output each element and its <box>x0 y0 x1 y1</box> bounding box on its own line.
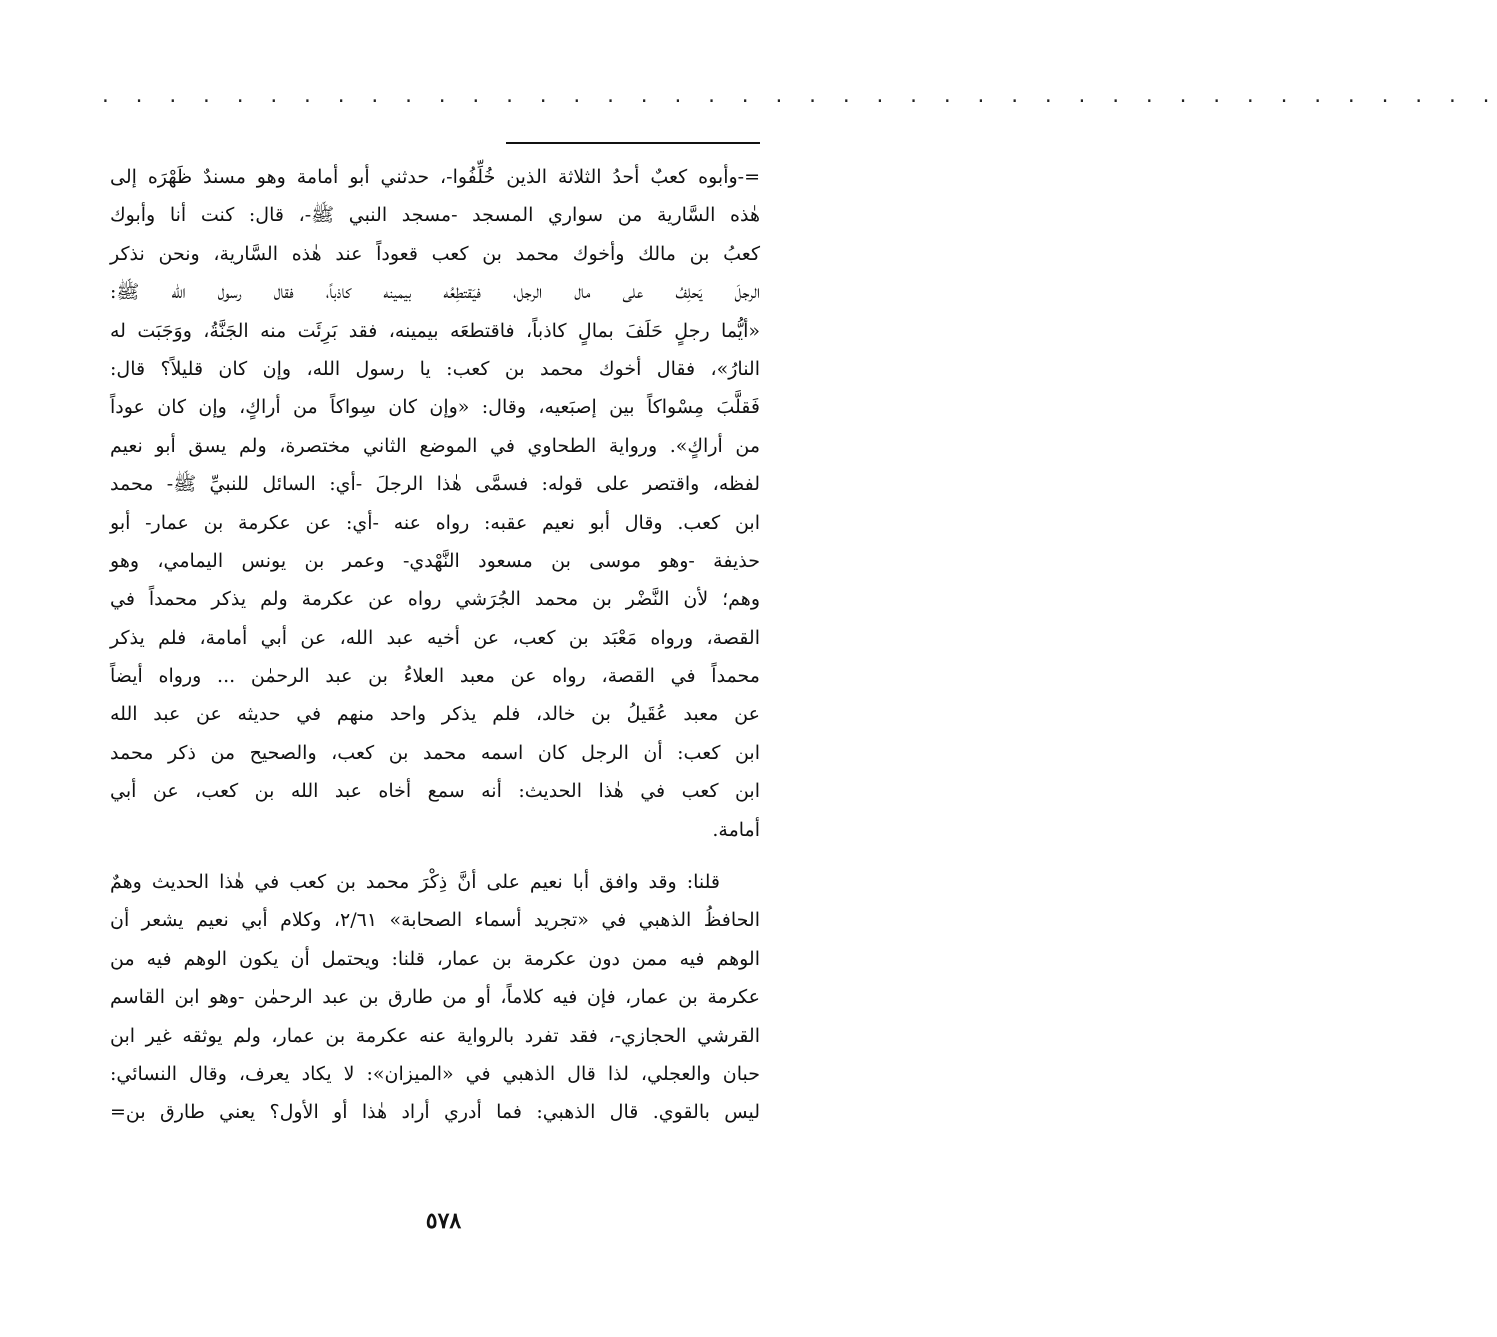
paragraph-gap <box>110 849 760 863</box>
text-line: الوهم فيه ممن دون عكرمة بن عمار، قلنا: ويحتمل أن يكون الوهم فيه من <box>110 947 760 970</box>
text-line: قلنا: وقد وافق أبا نعيم على أنَّ ذِكْرَ محمد بن كعب في هٰذا الحديث وهمٌ <box>110 871 720 894</box>
text-line: فَقلَّبَ مِسْواكاً بين إصبَعيه، وقال: «وإن كان سِواكاً من أراكٍ، وإن كان عوداً <box>110 396 760 419</box>
text-line: عن معبد عُقَيلُ بن خالد، فلم يذكر واحد منهم في حديثه عن عبد الله <box>110 703 760 726</box>
text-line: ابن كعب في هٰذا الحديث: أنه سمع أخاه عبد الله بن كعب، عن أبي <box>110 780 760 803</box>
separator-dots: . . . . . . . . . . . . . . . . . . . . . . . . . . . . . . . . . . . . . . . . . . <box>100 86 1497 107</box>
text-line: القرشي الحجازي-، فقد تفرد بالرواية عنه عكرمة بن عمار، ولم يوثقه غير ابن <box>110 1024 760 1047</box>
paragraph-2 <box>110 863 760 1132</box>
text-line: لفظه، واقتصر على قوله: فسمَّى هٰذا الرجلَ -أي: السائل للنبيِّ ﷺ- محمد <box>110 473 760 496</box>
text-line: «أيُّما رجلٍ حَلَفَ بمالٍ كاذباً، فاقتطعَه بيمينه، فقد بَرِئَت منه الجَنَّةُ، ووَجَبَت له <box>110 319 760 342</box>
text-line: عكرمة بن عمار، فإن فيه كلاماً، أو من طارق بن عبد الرحمٰن -وهو ابن القاسم <box>110 986 760 1009</box>
text-line: حبان والعجلي، لذا قال الذهبي في «الميزان»: لا يكاد يعرف، وقال النسائي: <box>110 1062 760 1085</box>
text-line: محمداً في القصة، رواه عن معبد العلاءُ بن عبد الرحمٰن ... ورواه أيضاً <box>110 665 760 688</box>
text-line: كعبُ بن مالك وأخوك محمد بن كعب قعوداً عند هٰذه السَّارية، ونحن نذكر <box>110 242 760 265</box>
footnote-text <box>110 158 760 1132</box>
paragraph-1 <box>110 158 760 849</box>
text-line: أمامة. <box>712 818 760 841</box>
text-line: ابن كعب. وقال أبو نعيم عقبه: رواه عنه -أي: عن عكرمة بن عمار- أبو <box>110 511 760 534</box>
text-line: النارُ»، فقال أخوك محمد بن كعب: يا رسول الله، وإن كان قليلاً؟ قال: <box>110 357 760 380</box>
text-line: وهم؛ لأن النَّضْر بن محمد الجُرَشي رواه عن عكرمة ولم يذكر محمداً في <box>110 588 760 611</box>
text-line: هٰذه السَّارية من سواري المسجد -مسجد النبي ﷺ-، قال: كنت أنا وأبوك <box>110 204 760 227</box>
text-line: الرجلَ يَحلِفُ على مال الرجل، فيَقتطِعُه بيمينه كاذباً، فقال رسول الله ﷺ: <box>110 281 760 304</box>
text-line: القصة، ورواه مَعْبَد بن كعب، عن أخيه عبد الله، عن أبي أمامة، فلم يذكر <box>110 626 760 649</box>
text-line: =-وأبوه كعبٌ أحدُ الثلاثة الذين خُلِّفُوا-، حدثني أبو أمامة وهو مسندٌ ظَهْرَه إلى <box>110 166 760 188</box>
text-line: ليس بالقوي. قال الذهبي: فما أدري أراد هٰذا أو الأول؟ يعني طارق بن= <box>110 1101 760 1124</box>
text-line: حذيفة -وهو موسى بن مسعود النَّهْدي- وعمر بن يونس اليمامي، وهو <box>110 549 760 572</box>
page-number: ٥٧٨ <box>425 1208 462 1234</box>
footnote-rule <box>506 142 760 144</box>
text-line: الحافظُ الذهبي في «تجريد أسماء الصحابة» ٢/٦١، وكلام أبي نعيم يشعر أن <box>110 909 760 932</box>
text-line: ابن كعب: أن الرجل كان اسمه محمد بن كعب، والصحيح من ذكر محمد <box>110 741 760 764</box>
text-line: من أراكٍ». ورواية الطحاوي في الموضع الثاني مختصرة، ولم يسق أبو نعيم <box>110 434 760 457</box>
